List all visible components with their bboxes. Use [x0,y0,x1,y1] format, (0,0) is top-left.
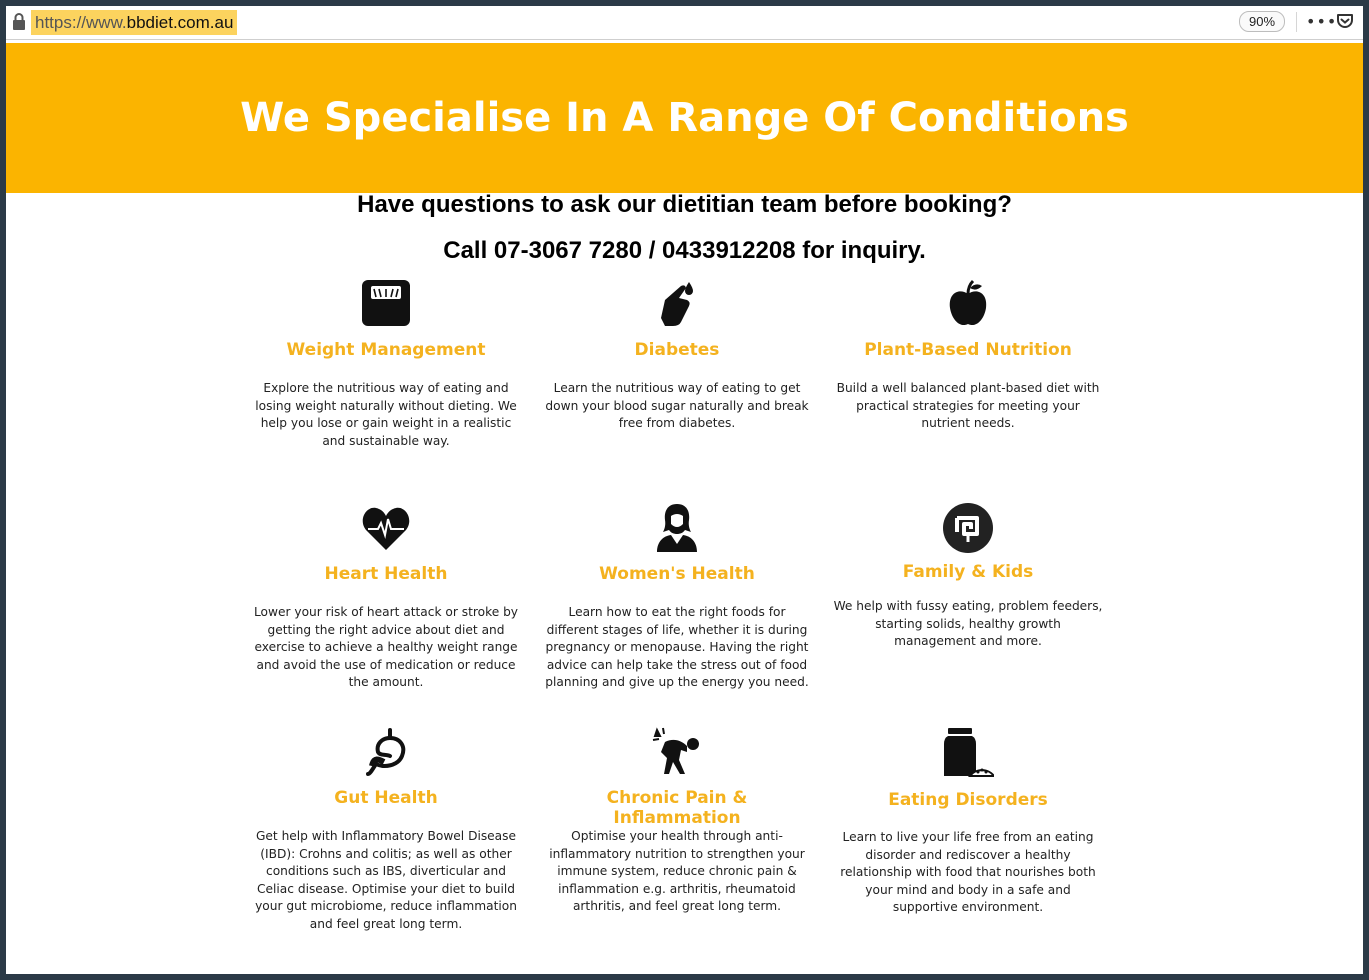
hero-banner [6,43,1363,193]
service-card-heart-health[interactable] [251,502,521,702]
url-scheme: https://www. [35,13,127,32]
service-description: Explore the nutritious way of eating and losing weight naturally without dieting. We help you lose or gain weight in a realistic and sustainable way. [255,381,517,448]
pocket-icon[interactable] [1336,12,1354,30]
jar-food-icon [942,726,994,778]
service-card-weight-management[interactable] [251,278,521,458]
service-card-plant-based-nutrition[interactable] [833,278,1103,458]
toolbar-divider [1296,12,1297,32]
heart-rate-icon [360,502,412,554]
woman-icon [651,502,703,554]
apple-icon [942,278,994,330]
service-title: Eating Disorders [888,790,1048,810]
service-card-diabetes[interactable] [542,278,812,458]
contact-call: Call 07-3067 7280 / 0433912208 for inquiry. [443,237,926,264]
service-description: Learn how to eat the right foods for different stages of life, whether it is during pregnancy or menopause. Having the right advice can help take the stress out of food planning and give up the energy you need. [545,605,809,690]
address-bar[interactable] [31,10,237,35]
more-icon[interactable]: ••• [1306,12,1338,31]
scale-icon [360,278,412,330]
service-title: Family & Kids [902,562,1034,582]
service-title: Heart Health [324,564,448,584]
service-title: Chronic Pain & Inflammation [606,788,748,828]
stomach-icon [360,726,412,778]
service-description: Learn the nutritious way of eating to get down your blood sugar naturally and break free from diabetes. [545,381,809,431]
service-description: Optimise your health through anti-inflammatory nutrition to strengthen your immune system, reduce chronic pain & inflammation e.g. arthritis, rheumatoid arthritis, and feel great long term. [549,829,805,914]
service-card-eating-disorders[interactable] [833,726,1103,926]
contact-question: Have questions to ask our dietitian team before booking? [357,191,1012,218]
service-description: Lower your risk of heart attack or stroke by getting the right advice about diet and exercise to achieve a healthy weight range and avoid the use of medication or reduce the amount. [253,605,519,690]
url-host: bbdiet.com.au [126,13,234,32]
service-description: Get help with Inflammatory Bowel Disease (IBD): Crohns and colitis; as well as other conditions such as IBS, diverticular and Celiac disease. Optimise your diet to build your gut microbiome, reduce inflammation and feel great long term. [255,829,517,931]
service-title: Plant-Based Nutrition [864,340,1072,360]
service-title: Weight Management [286,340,486,360]
service-card-gut-health[interactable] [251,726,521,936]
service-title: Diabetes [634,340,720,360]
service-title: Women's Health [599,564,755,584]
service-description: Learn to live your life free from an eating disorder and rediscover a healthy relationship with food that nourishes both your mind and body in a safe and supportive environment. [840,830,1096,915]
zoom-level-button[interactable]: 90% [1239,11,1285,32]
service-title: Gut Health [334,788,438,808]
back-pain-icon [651,726,703,778]
banner-title: We Specialise In A Range Of Conditions [240,95,1129,141]
service-description: We help with fussy eating, problem feeders, starting solids, healthy growth management and more. [833,599,1103,649]
service-description: Build a well balanced plant-based diet with practical strategies for meeting your nutrient needs. [836,381,1100,431]
service-card-family-kids[interactable] [833,502,1103,702]
browser-toolbar [6,6,1363,40]
lock-icon [12,13,26,31]
finger-prick-icon [651,278,703,330]
service-card-chronic-pain[interactable] [542,726,812,926]
intestine-icon [942,502,994,554]
service-card-womens-health[interactable] [542,502,812,702]
